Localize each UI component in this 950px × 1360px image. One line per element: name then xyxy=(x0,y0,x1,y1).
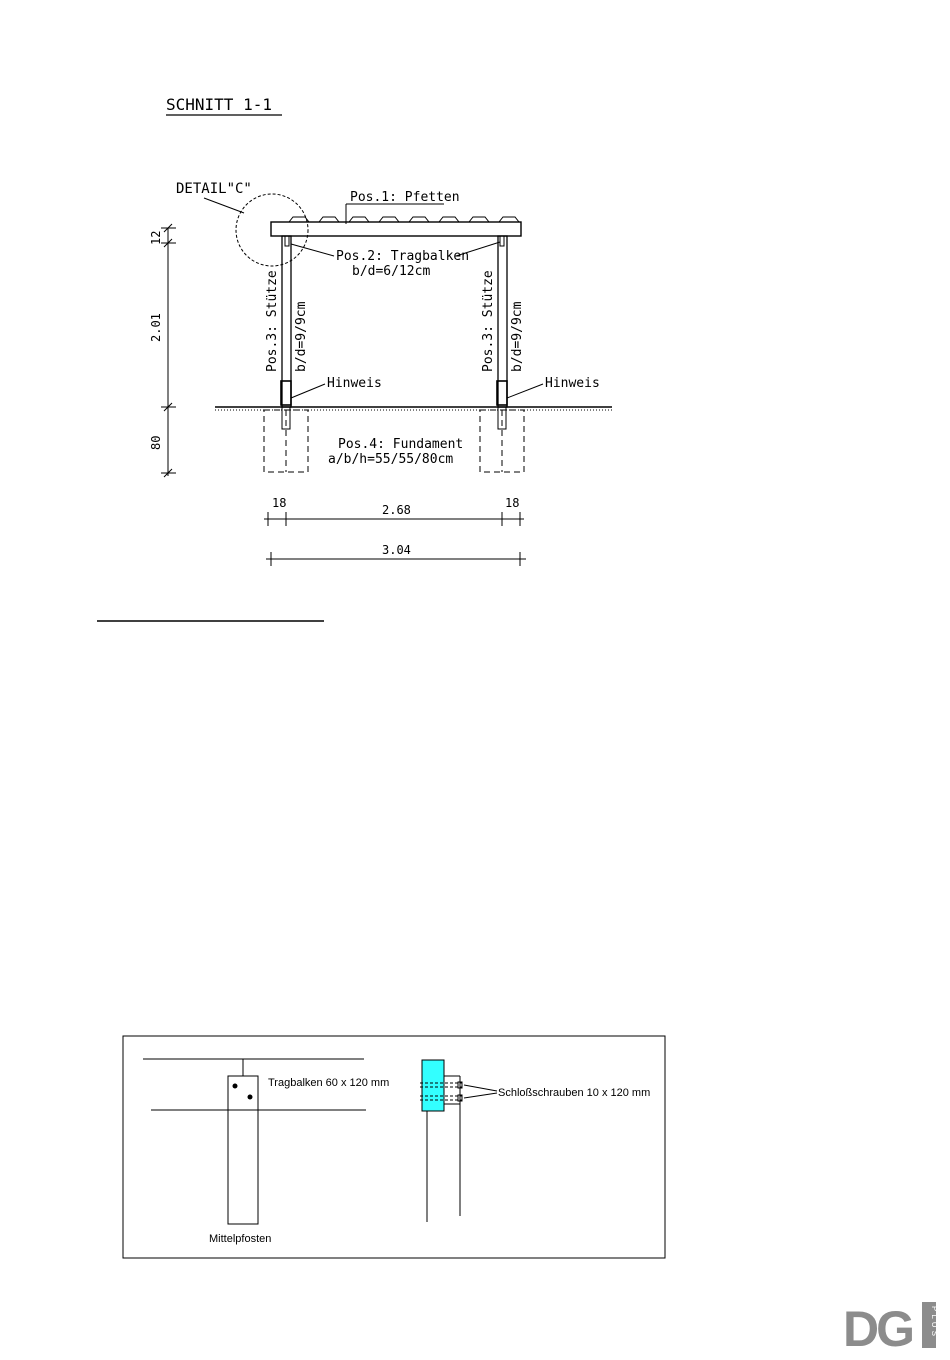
detail-c-label: DETAIL"C" xyxy=(176,181,252,197)
mittelpfosten-post xyxy=(228,1076,258,1224)
label-hinweis-left-leader xyxy=(291,384,325,398)
label-hinweis-left: Hinweis xyxy=(327,376,382,391)
beam-section-highlight xyxy=(422,1060,444,1111)
bolt-dot-lower xyxy=(248,1095,253,1100)
label-pos3-left: Pos.3: Stütze xyxy=(265,270,280,372)
schrauben-leader-lower xyxy=(464,1093,497,1098)
label-pos1: Pos.1: Pfetten xyxy=(350,190,460,205)
dim-horizontal-18-left: 18 xyxy=(272,496,287,510)
vertical-dimension-chain xyxy=(161,224,176,477)
detail-box xyxy=(123,1036,665,1258)
foundation-left xyxy=(264,407,308,472)
bracket-left xyxy=(285,236,289,246)
detail-c-leader xyxy=(204,198,244,213)
bracket-right xyxy=(500,236,504,246)
dim-total-304: 3.04 xyxy=(382,543,411,557)
section-drawing xyxy=(149,95,612,566)
label-pos3-left-dim: b/d=9/9cm xyxy=(294,301,309,372)
purlins xyxy=(289,217,519,222)
label-pos3-right-dim: b/d=9/9cm xyxy=(510,301,525,372)
label-hinweis-right: Hinweis xyxy=(545,376,600,391)
bolt-dot-upper xyxy=(233,1084,238,1089)
logo-side-text: PLUS xyxy=(930,1306,939,1339)
label-pos3-right: Pos.3: Stütze xyxy=(481,270,496,372)
detail-c-circle xyxy=(236,194,308,266)
label-mittelpfosten: Mittelpfosten xyxy=(209,1233,272,1245)
label-pos4-line2: a/b/h=55/55/80cm xyxy=(328,452,454,467)
dim-vertical-80: 80 xyxy=(149,435,163,450)
dim-vertical-12: 12 xyxy=(149,230,163,245)
label-pos2-leader-left xyxy=(291,244,334,256)
label-schrauben: Schloßschrauben 10 x 120 mm xyxy=(498,1087,651,1099)
dim-vertical-201: 2.01 xyxy=(149,313,163,342)
logo-letters: DG xyxy=(843,1301,912,1357)
label-pos2-line1: Pos.2: Tragbalken xyxy=(336,249,470,264)
label-hinweis-right-leader xyxy=(507,384,543,398)
dim-horizontal-18-right: 18 xyxy=(505,496,520,510)
tragbalken-beam xyxy=(271,222,521,236)
foundation-right xyxy=(480,407,524,472)
dim-horizontal-268: 2.68 xyxy=(382,503,411,517)
detail-frame xyxy=(123,1036,665,1258)
label-pos2-line2: b/d=6/12cm xyxy=(352,264,431,279)
label-tragbalken: Tragbalken 60 x 120 mm xyxy=(268,1077,390,1089)
schrauben-leader-upper xyxy=(464,1085,497,1091)
label-pos4-line1: Pos.4: Fundament xyxy=(338,437,464,452)
section-title: SCHNITT 1-1 xyxy=(166,95,272,114)
dg-plus-logo xyxy=(843,1301,939,1357)
